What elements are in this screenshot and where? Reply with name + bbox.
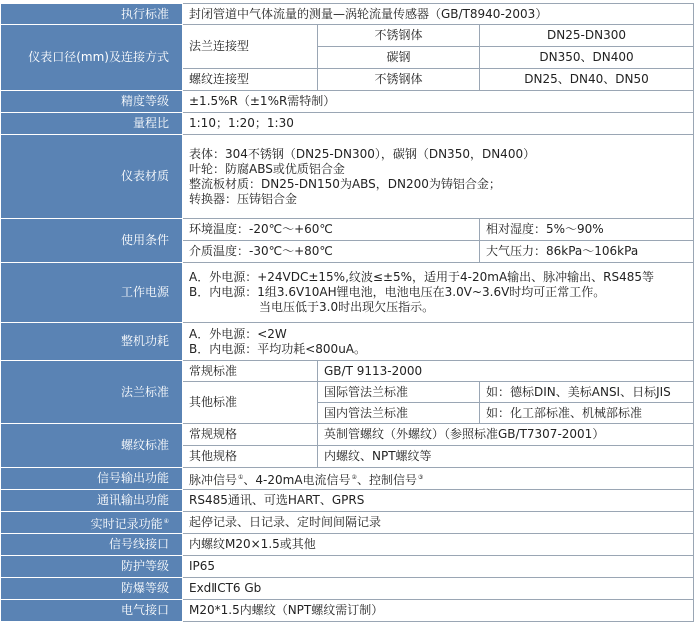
value-signal-port: 内螺纹M20×1.5或其他 bbox=[183, 534, 694, 556]
material-line-2: 叶轮：防腐ABS或优质铝合金 bbox=[189, 161, 345, 176]
value-electrical: M20*1.5内螺纹（NPT螺纹需订制） bbox=[183, 600, 694, 622]
row-standard bbox=[1, 4, 694, 25]
label-protection: 防护等级 bbox=[1, 556, 183, 578]
label-flange-connection: 法兰连接型 bbox=[183, 25, 318, 69]
ambient-temp: 环境温度：-20℃～+60℃ bbox=[183, 219, 480, 241]
row-range-ratio bbox=[1, 113, 694, 135]
row-caliber bbox=[1, 25, 694, 47]
label-material: 仪表材质 bbox=[1, 135, 183, 219]
label-signal-port: 信号线接口 bbox=[1, 534, 183, 556]
label-range-ratio: 量程比 bbox=[1, 113, 183, 135]
label-caliber: 仪表口径(mm)及连接方式 bbox=[1, 25, 183, 91]
label-consumption: 整机功耗 bbox=[1, 323, 183, 361]
flange-std-domestic-label: 国内管法兰标准 bbox=[318, 403, 480, 424]
row-protection bbox=[1, 556, 694, 578]
record-label-text: 实时记录功能 bbox=[90, 516, 163, 531]
row-conditions-1 bbox=[1, 219, 694, 241]
label-record bbox=[1, 512, 183, 534]
value-comm: RS485通讯、可选HART、GPRS bbox=[183, 490, 694, 512]
value-signal-output bbox=[183, 468, 694, 490]
label-thread-connection: 螺纹连接型 bbox=[183, 69, 318, 91]
value-protection: IP65 bbox=[183, 556, 694, 578]
row-explosion bbox=[1, 578, 694, 600]
flange-std-intl-value: 如：德标DIN、美标ANSI、日标JIS bbox=[480, 382, 694, 403]
flange-material-1: 不锈钢体 bbox=[318, 25, 480, 47]
humidity: 相对湿度：5%～90% bbox=[480, 219, 694, 241]
label-comm: 通讯输出功能 bbox=[1, 490, 183, 512]
material-line-3: 整流板材质：DN25-DN150为ABS，DN200为铸铝合金； bbox=[189, 176, 501, 191]
signal-current: 、4-20mA电流信号 bbox=[243, 472, 351, 487]
value-record: 起停记录、日记录、定时间间隔记录 bbox=[183, 512, 694, 534]
flange-material-2: 碳钢 bbox=[318, 47, 480, 69]
consumption-line-2: B．内电源：平均功耗<800uA。 bbox=[189, 341, 367, 356]
value-accuracy: ±1.5%R（±1%R需特制） bbox=[183, 91, 694, 113]
thread-spec-other-label: 其他规格 bbox=[183, 446, 318, 468]
value-power bbox=[183, 263, 694, 323]
flange-range-2: DN350、DN400 bbox=[480, 47, 694, 69]
footnote-marker-1: ① bbox=[238, 473, 244, 481]
thread-material: 不锈钢体 bbox=[318, 69, 480, 91]
value-consumption bbox=[183, 323, 694, 361]
flange-std-regular-label: 常规标准 bbox=[183, 361, 318, 382]
row-accuracy bbox=[1, 91, 694, 113]
power-line-2: B．内电源：1组3.6V10AH锂电池，电池电压在3.0V~3.6V时均可正常工作。 bbox=[189, 285, 606, 299]
row-record bbox=[1, 512, 694, 534]
flange-std-regular-value: GB/T 9113-2000 bbox=[318, 361, 694, 382]
row-thread-spec-1 bbox=[1, 424, 694, 446]
row-power bbox=[1, 263, 694, 323]
row-consumption bbox=[1, 323, 694, 361]
power-line-3: 当电压低于3.0时出现欠压指示。 bbox=[259, 300, 435, 314]
medium-temp: 介质温度：-30℃～+80℃ bbox=[183, 241, 480, 263]
row-comm bbox=[1, 490, 694, 512]
row-electrical bbox=[1, 600, 694, 622]
flange-std-other-label: 其他标准 bbox=[183, 382, 318, 424]
footnote-marker-3: ③ bbox=[417, 473, 424, 481]
label-power: 工作电源 bbox=[1, 263, 183, 323]
label-electrical: 电气接口 bbox=[1, 600, 183, 622]
value-explosion: ExdⅡCT6 Gb bbox=[183, 578, 694, 600]
flange-range-1: DN25-DN300 bbox=[480, 25, 694, 47]
flange-std-intl-label: 国际管法兰标准 bbox=[318, 382, 480, 403]
value-material bbox=[183, 135, 694, 219]
power-line-1: A．外电源：+24VDC±15%,纹波≤±5%，适用于4-20mA输出、脉冲输出、RS485等 bbox=[189, 270, 655, 284]
material-line-1: 表体：304不锈钢（DN25-DN300），碳钢（DN350，DN400） bbox=[189, 146, 536, 161]
thread-range: DN25、DN40、DN50 bbox=[480, 69, 694, 91]
label-thread-spec: 螺纹标准 bbox=[1, 424, 183, 468]
signal-control: 、控制信号 bbox=[356, 472, 417, 487]
label-accuracy: 精度等级 bbox=[1, 91, 183, 113]
row-signal-output bbox=[1, 468, 694, 490]
spec-table bbox=[0, 3, 694, 622]
label-signal-output: 信号输出功能 bbox=[1, 468, 183, 490]
thread-spec-regular-value: 英制管螺纹（外螺纹）（参照标准GB/T7307-2001） bbox=[318, 424, 694, 446]
flange-std-domestic-value: 如：化工部标准、机械部标准 bbox=[480, 403, 694, 424]
thread-spec-regular-label: 常规规格 bbox=[183, 424, 318, 446]
label-explosion: 防爆等级 bbox=[1, 578, 183, 600]
row-material bbox=[1, 135, 694, 219]
label-conditions: 使用条件 bbox=[1, 219, 183, 263]
pressure: 大气压力：86kPa～106kPa bbox=[480, 241, 694, 263]
material-line-4: 转换器：压铸铝合金 bbox=[189, 191, 298, 206]
footnote-marker-4: ④ bbox=[163, 517, 169, 525]
row-signal-port bbox=[1, 534, 694, 556]
label-flange-std: 法兰标准 bbox=[1, 361, 183, 424]
footnote-marker-2: ② bbox=[351, 473, 357, 481]
value-range-ratio: 1:10；1:20；1:30 bbox=[183, 113, 694, 135]
label-standard: 执行标准 bbox=[1, 4, 183, 25]
value-standard: 封闭管道中气体流量的测量—涡轮流量传感器（GB/T8940-2003） bbox=[183, 4, 694, 25]
signal-pulse: 脉冲信号 bbox=[189, 472, 238, 487]
row-flange-std-1 bbox=[1, 361, 694, 382]
thread-spec-other-value: 内螺纹、NPT螺纹等 bbox=[318, 446, 694, 468]
consumption-line-1: A．外电源：<2W bbox=[189, 326, 287, 341]
